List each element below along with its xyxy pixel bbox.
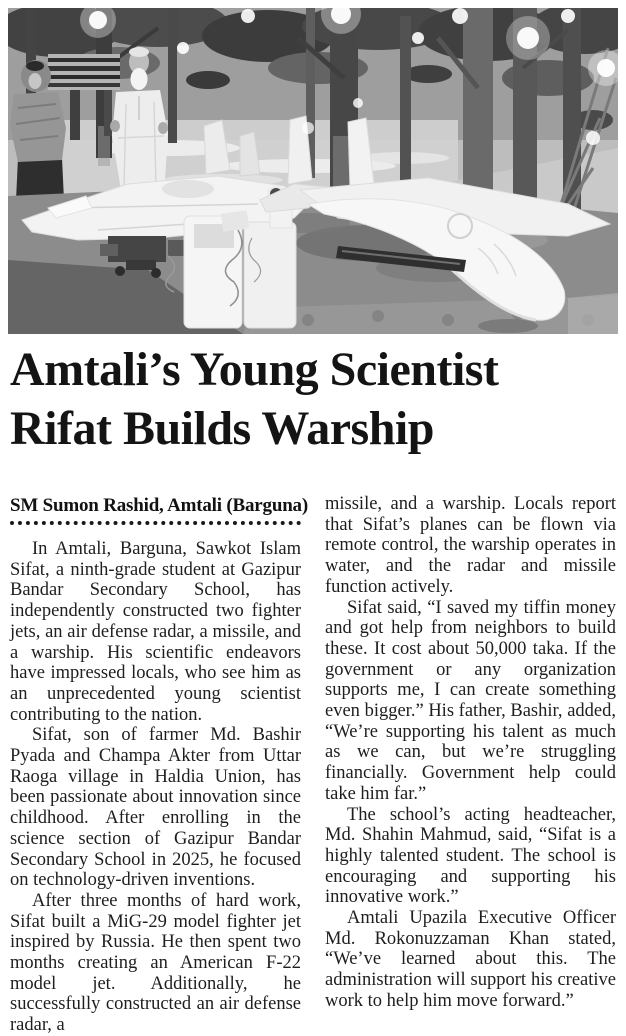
article-photo [8, 8, 618, 334]
headline-line-2: Rifat Builds Warship [10, 402, 434, 455]
paragraph-3-continued: missile, and a warship. Locals report that Sifat’s planes can be flown via remote control, the warship operates in water, and the radar and missile function actively. [325, 494, 616, 597]
paragraph-1: In Amtali, Barguna, Sawkot Islam Sifat, a ninth-grade student at Gazipur Bandar Secondary School, has independently constructed two fighter jets, an air defense radar, a missile, and a warship. His scientific endeavors have impressed locals, who see him as an unprecedented young scientist contributing to the nation. [10, 539, 301, 725]
headline [10, 340, 618, 458]
byline: SM Sumon Rashid, Amtali (Barguna) [10, 495, 308, 516]
paragraph-5: The school’s acting headteacher, Md. Shahin Mahmud, said, “Sifat is a highly talented student. The school is encouraging and supporting his innovative work.” [325, 804, 616, 908]
byline-rule [10, 521, 301, 525]
article-columns [10, 494, 617, 1036]
paragraph-3: After three months of hard work, Sifat built a MiG-29 model fighter jet inspired by Russia. He then spent two months creating an American F-22 model jet. Additionally, he successfully constructed an air defense radar, a [10, 890, 301, 1036]
paragraph-2: Sifat, son of farmer Md. Bashir Pyada and Champa Akter from Uttar Raoga village in Haldia Union, has been passionate about innovation since childhood. After enrolling in the science section of Gazipur Bandar Secondary School in 2025, he focused on technology-driven inventions. [10, 725, 301, 891]
paragraph-4: Sifat said, “I saved my tiffin money and got help from neighbors to build these. It cost about 50,000 taka. If the government or any organization supports me, I can create something even bigger.” His father, Bashir, added, “We’re supporting his talent as much as we can, but we’re struggling financially. Government help could take him far.” [325, 597, 616, 804]
left-column [10, 494, 308, 1036]
right-column [325, 494, 616, 1036]
paragraph-6: Amtali Upazila Executive Officer Md. Rokonuzzaman Khan stated, “We’ve learned about this. The administration will support his creative work to help him move forward.” [325, 908, 616, 1011]
headline-line-1: Amtali’s Young Scientist [10, 343, 499, 396]
photo-scene [8, 8, 618, 334]
